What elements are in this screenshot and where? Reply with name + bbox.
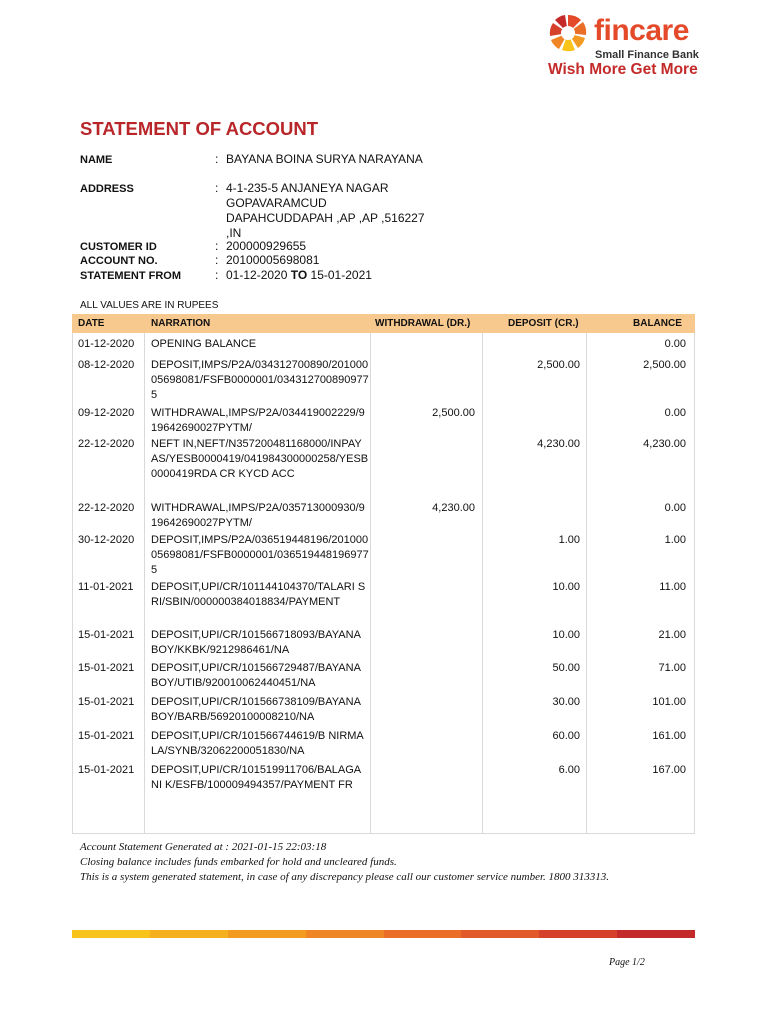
row-balance: 21.00 [658,629,686,641]
customer-address: 4-1-235-5 ANJANEYA NAGAR GOPAVARAMCUD DAPAHCUDDAPAH ,AP ,AP ,516227 ,IN [226,181,425,240]
page-number: Page 1/2 [609,957,645,968]
row-balance: 71.00 [658,662,686,674]
column-divider [72,333,73,834]
row-narration: WITHDRAWAL,IMPS/P2A/035713000930/919642690027PYTM/ [151,502,365,529]
color-bar-segment [228,930,306,938]
row-date: 22-12-2020 [78,502,135,514]
disclaimer: This is a system generated statement, in case of any discrepancy please call our customer service number. 1800 313313. [80,871,610,883]
color-bar-segment [72,930,150,938]
header-narration: NARRATION [151,318,211,329]
row-date: 15-01-2021 [78,730,135,742]
row-narration: DEPOSIT,IMPS/P2A/036519448196/20100005698081/FSFB0000001/0365194481969775 [151,534,369,576]
row-deposit: 30.00 [552,696,580,708]
table-header [72,314,695,333]
bank-logo [548,12,708,78]
brand-subtitle: Small Finance Bank [595,49,699,61]
row-deposit: 4,230.00 [537,438,580,450]
account-no-row [80,253,440,268]
row-narration: OPENING BALANCE [151,338,257,350]
customer-name: BAYANA BOINA SURYA NARAYANA [226,152,423,166]
row-date: 15-01-2021 [78,764,135,776]
address-label: ADDRESS [80,183,134,195]
column-divider [370,333,371,834]
row-date: 22-12-2020 [78,438,135,450]
row-date: 08-12-2020 [78,359,135,371]
column-divider [144,333,145,834]
sunburst-logo-icon [548,13,588,53]
statement-to-date: 15-01-2021 [310,268,372,282]
row-narration: DEPOSIT,UPI/CR/101519911706/BALAGANI K/ESFB/100009494357/PAYMENT FR [151,764,362,791]
page-title: STATEMENT OF ACCOUNT [80,118,319,139]
name-label: NAME [80,154,113,166]
row-balance: 161.00 [652,730,686,742]
to-label: TO [290,268,308,282]
customer-id: 200000929655 [226,239,307,253]
row-date: 09-12-2020 [78,407,135,419]
row-narration: DEPOSIT,UPI/CR/101566718093/BAYANA BOY/KKBK/9212986461/NA [151,629,361,656]
column-divider [586,333,587,834]
header-balance: BALANCE [633,318,682,329]
statement-period [226,268,426,283]
colon: : [215,268,219,282]
row-balance: 4,230.00 [643,438,686,450]
account-number: 20100005698081 [226,253,320,267]
colon: : [215,253,219,267]
statement-from-label: STATEMENT FROM [80,270,182,282]
row-narration: NEFT IN,NEFT/N357200481168000/INPAY AS/YESB0000419/041984300000258/YESB0000419RDA CR KYCD ACC [151,438,369,480]
color-bar-segment [617,930,695,938]
row-balance: 2,500.00 [643,359,686,371]
generated-timestamp: Account Statement Generated at : 2021-01-15 22:03:18 [80,841,327,853]
row-date: 15-01-2021 [78,662,135,674]
closing-balance-note: Closing balance includes funds embarked for hold and uncleared funds. [80,856,397,868]
colon: : [215,181,219,195]
row-balance: 101.00 [652,696,686,708]
account-no-label: ACCOUNT NO. [80,255,158,267]
row-date: 11-01-2021 [78,581,134,593]
color-bar-segment [461,930,539,938]
color-bar-segment [150,930,228,938]
row-balance: 1.00 [664,534,686,546]
column-divider [694,333,695,834]
row-date: 15-01-2021 [78,629,135,641]
row-date: 01-12-2020 [78,338,135,350]
row-withdrawal: 4,230.00 [432,502,475,514]
row-deposit: 6.00 [558,764,580,776]
currency-note: ALL VALUES ARE IN RUPEES [80,300,219,311]
row-narration: WITHDRAWAL,IMPS/P2A/034419002229/919642690027PYTM/ [151,407,365,434]
name-row [80,152,440,182]
row-deposit: 1.00 [558,534,580,546]
row-balance: 167.00 [652,764,686,776]
header-date: DATE [78,318,105,329]
row-deposit: 50.00 [552,662,580,674]
row-balance: 0.00 [664,407,686,419]
row-narration: DEPOSIT,UPI/CR/101566744619/B NIRMALA/SYNB/32062200051830/NA [151,730,364,757]
row-balance: 11.00 [659,581,686,593]
row-narration: DEPOSIT,IMPS/P2A/034312700890/20100005698081/FSFB0000001/0343127008909775 [151,359,369,401]
column-divider [482,333,483,834]
row-date: 15-01-2021 [78,696,135,708]
header-withdrawal: WITHDRAWAL (DR.) [375,318,471,329]
brand-color-bar [72,930,695,938]
colon: : [215,239,219,253]
header-deposit: DEPOSIT (CR.) [508,318,579,329]
statement-footer [80,840,609,885]
row-narration: DEPOSIT,UPI/CR/101566738109/BAYANA BOY/BARB/56920100008210/NA [151,696,361,723]
colon: : [215,152,219,166]
address-row [80,181,440,241]
row-deposit: 10.00 [552,581,580,593]
table-bottom-border [72,833,695,834]
row-withdrawal: 2,500.00 [432,407,475,419]
row-balance: 0.00 [664,502,686,514]
row-balance: 0.00 [664,338,686,350]
customer-id-row [80,239,440,254]
row-date: 30-12-2020 [78,534,135,546]
color-bar-segment [384,930,462,938]
brand-name: fincare [594,14,689,47]
color-bar-segment [539,930,617,938]
row-deposit: 2,500.00 [537,359,580,371]
row-deposit: 60.00 [552,730,580,742]
row-narration: DEPOSIT,UPI/CR/101144104370/TALARI SRI/SBIN/000000384018834/PAYMENT [151,581,366,608]
color-bar-segment [306,930,384,938]
statement-from-date: 01-12-2020 [226,268,288,282]
brand-tagline: Wish More Get More [548,61,698,78]
row-deposit: 10.00 [552,629,580,641]
row-narration: DEPOSIT,UPI/CR/101566729487/BAYANA BOY/UTIB/920010062440451/NA [151,662,361,689]
customer-id-label: CUSTOMER ID [80,241,157,253]
statement-period-row [80,268,440,283]
